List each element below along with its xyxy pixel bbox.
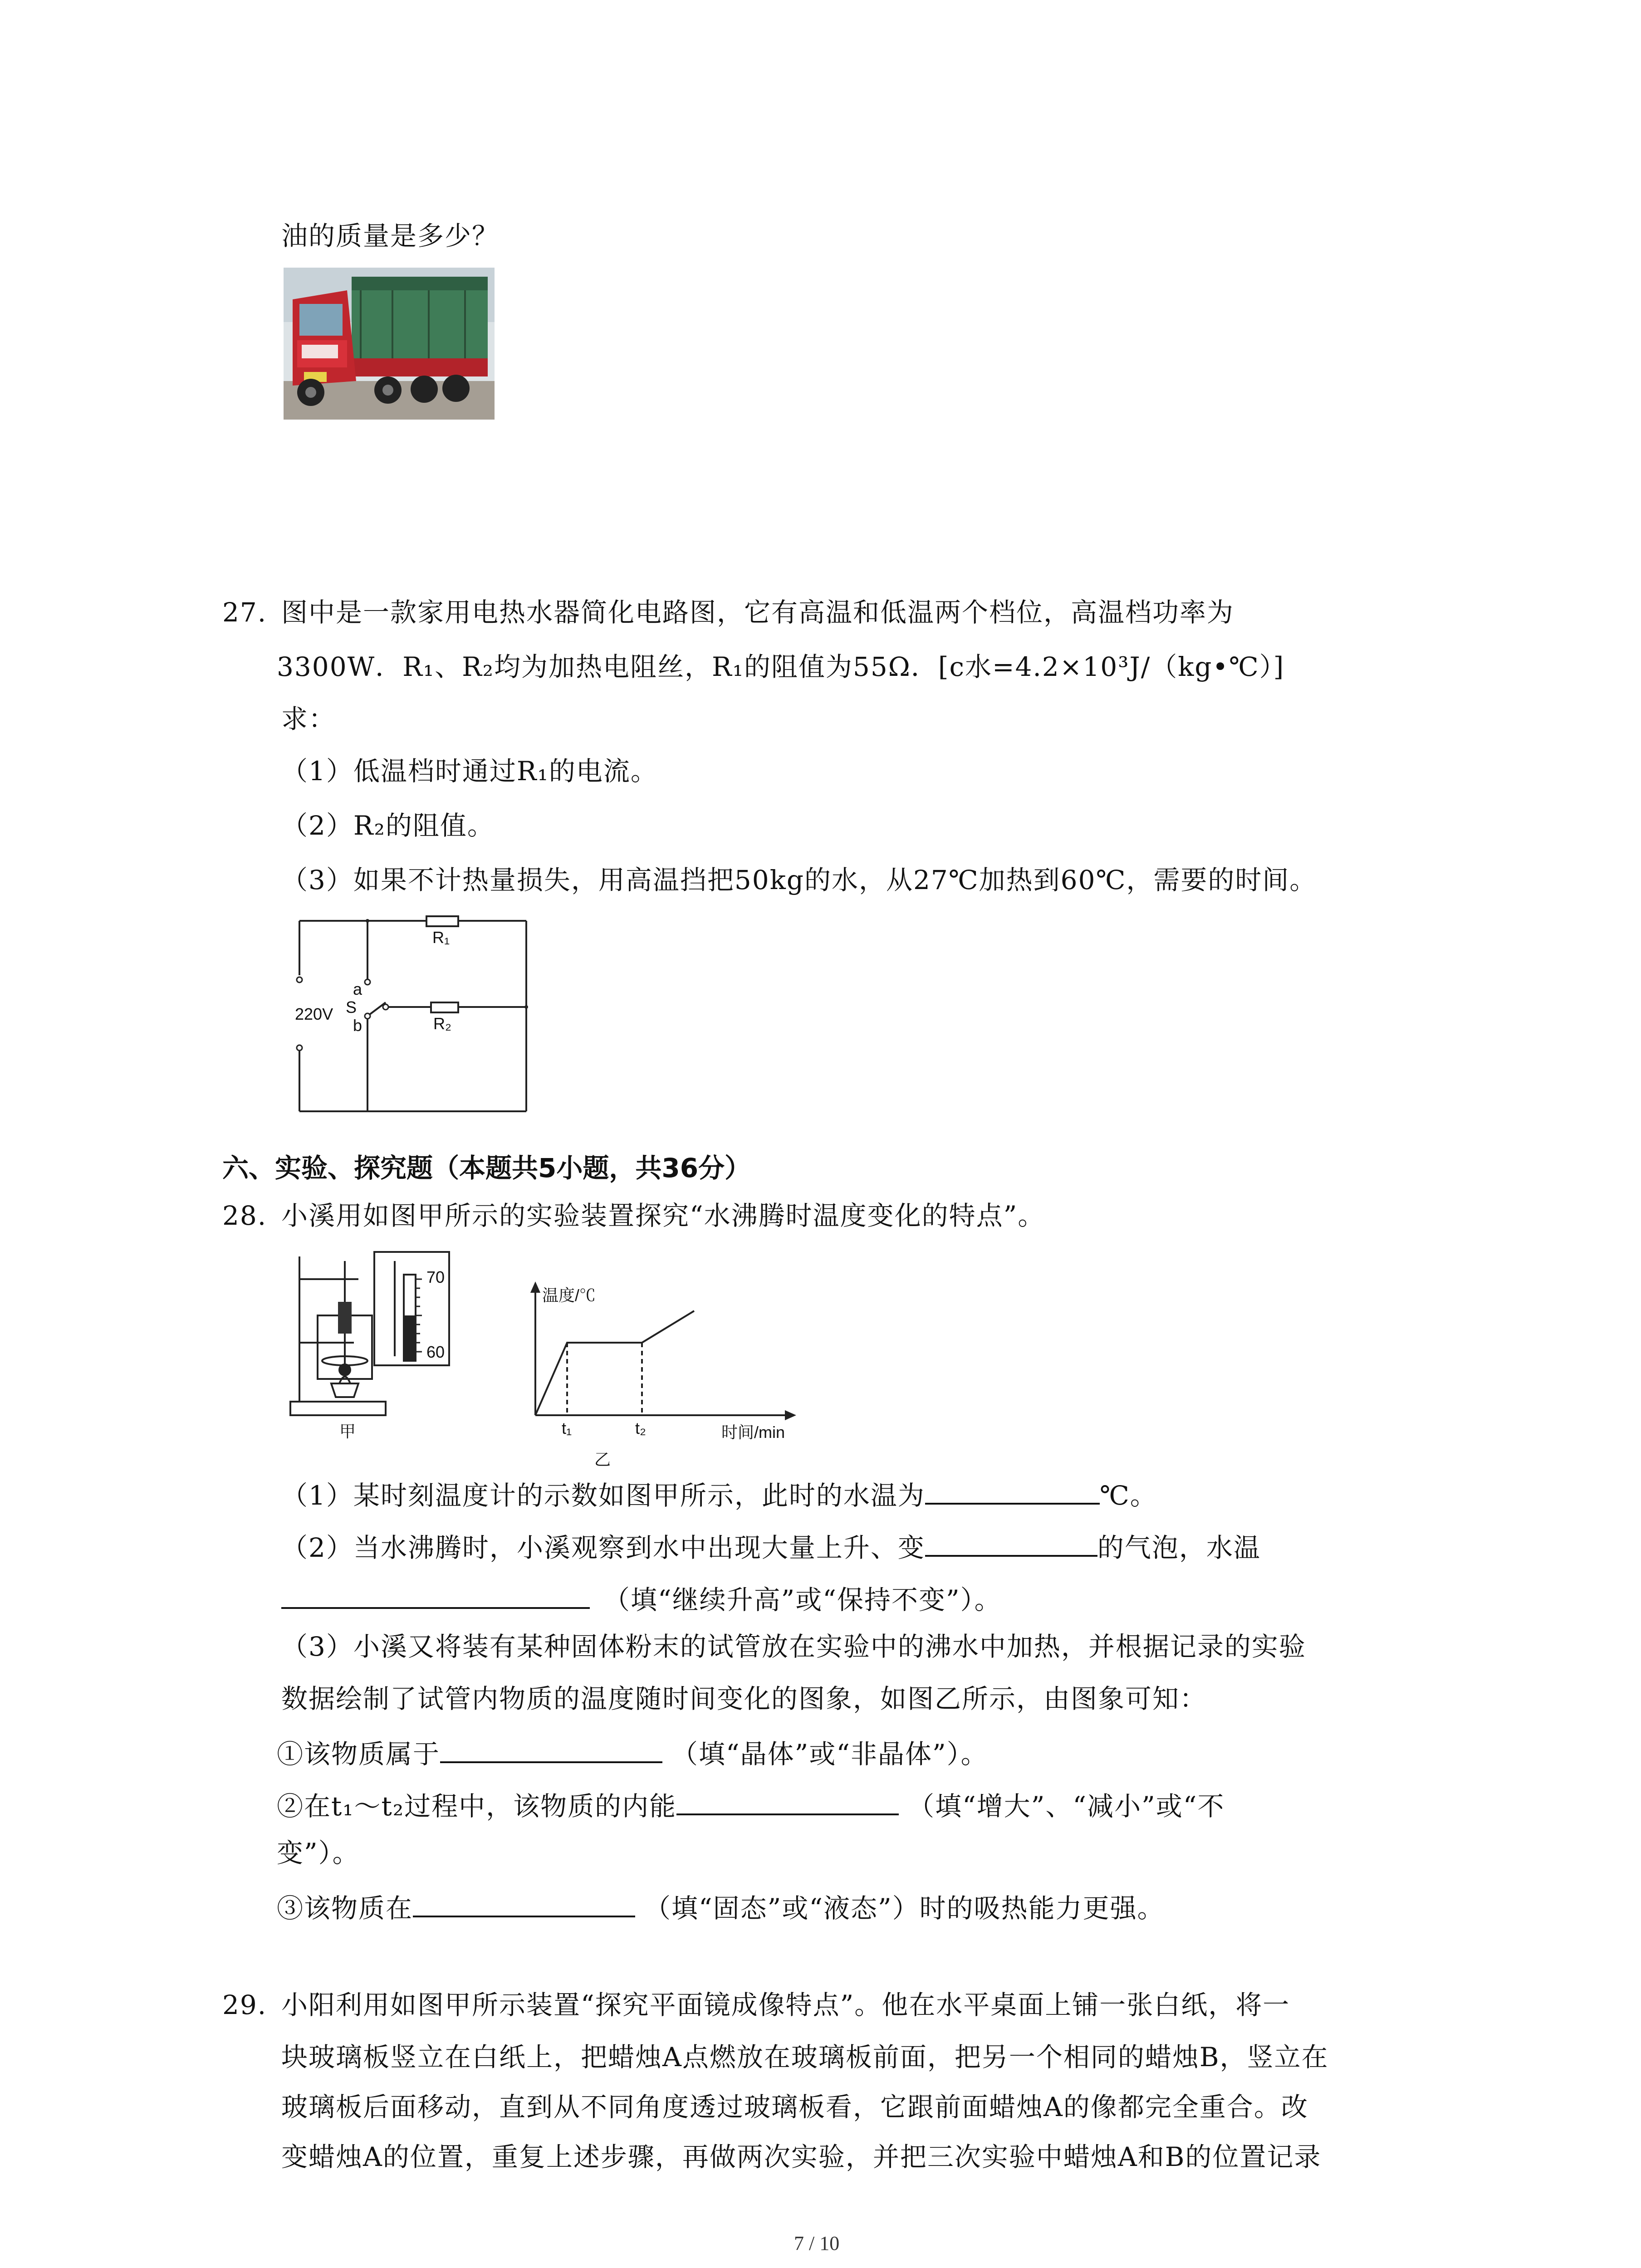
truck-photo	[284, 268, 495, 420]
q29-number: 29.	[222, 1989, 267, 2020]
q28-sub2-cont	[281, 1581, 1002, 1616]
q28-item1-blank[interactable]	[440, 1735, 662, 1763]
circuit-diagram	[290, 912, 535, 1120]
q28-item3-blank[interactable]	[413, 1889, 635, 1917]
q28-number: 28.	[222, 1200, 267, 1231]
q29-line1: 小阳利用如图甲所示装置“探究平面镜成像特点”。他在水平桌面上铺一张白纸，将一	[281, 1989, 1290, 2020]
q28-sub2-blank-2[interactable]	[281, 1581, 590, 1609]
graph-xlabel: 时间/min	[721, 1423, 785, 1442]
graph-t1-label: t₁	[562, 1419, 572, 1437]
circuit-a-label: a	[353, 980, 362, 998]
q28-sub1	[281, 1476, 1157, 1511]
q26-tail-text: 油的质量是多少？	[281, 220, 500, 251]
thermometer-70-label: 70	[426, 1268, 445, 1286]
q28-sub2	[281, 1529, 1261, 1564]
q27-line3: 求：	[281, 704, 336, 734]
q28-item3	[277, 1889, 1165, 1924]
page-number: 7 / 10	[794, 2232, 840, 2254]
q28-item2-cont: 变”）。	[277, 1838, 360, 1868]
graph-t2-label: t₂	[635, 1419, 646, 1437]
q28-sub1-text-a: （1）某时刻温度计的示数如图甲所示，此时的水温为	[281, 1480, 925, 1511]
q28-stem: 小溪用如图甲所示的实验装置探究“水沸腾时温度变化的特点”。	[281, 1200, 1045, 1231]
q28-item2	[277, 1787, 1225, 1822]
q28-item2-text-a: ②在t₁～t₂过程中，该物质的内能	[277, 1791, 677, 1822]
q28-item1-text-a: ①该物质属于	[277, 1739, 441, 1769]
circuit-voltage-label: 220V	[295, 1005, 333, 1023]
q28-sub2-text-c: （填“继续升高”或“保持不变”）。	[603, 1584, 1002, 1615]
q28-sub3-line1: （3）小溪又将装有某种固体粉末的试管放在实验中的沸水中加热，并根据记录的实验	[281, 1631, 1306, 1662]
q29-line4: 变蜡烛A的位置，重复上述步骤，再做两次实验，并把三次实验中蜡烛A和B的位置记录	[281, 2141, 1322, 2172]
q28-item1	[277, 1735, 988, 1770]
q28-item3-text-a: ③该物质在	[277, 1893, 413, 1924]
q28-sub3-line2: 数据绘制了试管内物质的温度随时间变化的图象，如图乙所示，由图象可知：	[281, 1683, 1207, 1714]
circuit-r2-label: R₂	[433, 1014, 451, 1033]
thermometer-60-label: 60	[426, 1343, 445, 1361]
circuit-s-label: S	[346, 998, 357, 1017]
q28-sub1-blank[interactable]	[925, 1476, 1100, 1505]
q28-item3-text-b: （填“固态”或“液态”）时的吸热能力更强。	[644, 1893, 1165, 1924]
q27-sub1: （1）低温档时通过R₁的电流。	[281, 756, 658, 787]
q29-line3: 玻璃板后面移动，直到从不同角度透过玻璃板看，它跟前面蜡烛A的像都完全重合。改	[281, 2092, 1308, 2122]
fig-jia-label: 甲	[339, 1422, 356, 1441]
fig-yi-graph	[522, 1279, 803, 1442]
circuit-b-label: b	[353, 1016, 362, 1035]
q27-line1: 图中是一款家用电热水器简化电路图，它有高温和低温两个档位，高温档功率为	[281, 597, 1234, 628]
q27-sub3: （3）如果不计热量损失，用高温挡把50kg的水，从27℃加热到60℃，需要的时间。	[281, 865, 1317, 895]
q27-sub2: （2）R₂的阻值。	[281, 810, 495, 841]
q27-line2: 3300W．R₁、R₂均为加热电阻丝，R₁的阻值为55Ω．[c水=4.2×10³J/（kg•℃）]	[277, 651, 1285, 682]
fig-yi-label: 乙	[594, 1450, 611, 1469]
q27-number: 27.	[222, 597, 267, 628]
q29-line2: 块玻璃板竖立在白纸上，把蜡烛A点燃放在玻璃板前面，把另一个相同的蜡烛B，竖立在	[281, 2042, 1329, 2072]
q28-sub2-text-a: （2）当水沸腾时，小溪观察到水中出现大量上升、变	[281, 1532, 925, 1563]
graph-ylabel: 温度/℃	[542, 1286, 596, 1305]
q28-item2-text-b: （填“增大”、“减小”或“不	[908, 1791, 1225, 1822]
fig-jia-apparatus	[286, 1247, 454, 1441]
q28-item2-blank[interactable]	[676, 1787, 899, 1815]
q28-sub2-text-b: 的气泡，水温	[1097, 1532, 1261, 1563]
section-6-heading: 六、实验、探究题（本题共5小题，共36分）	[222, 1153, 751, 1183]
circuit-r1-label: R₁	[432, 928, 450, 947]
q28-item1-text-b: （填“晶体”或“非晶体”）。	[671, 1739, 988, 1769]
q28-sub2-blank-1[interactable]	[925, 1529, 1097, 1557]
q28-sub1-text-b: ℃。	[1099, 1480, 1157, 1511]
